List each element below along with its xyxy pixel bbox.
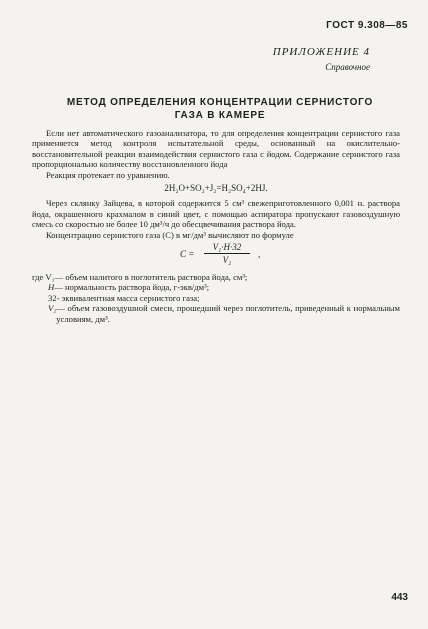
paragraph-procedure: Через склянку Зайцева, в которой содержится 5 см³ свежеприготовленного 0,001 н. раствора йода, окрашенного крахмалом в синий цвет, с помощью аспиратора пропускают газовоздушную смесь со скоростью не более 10 дм³/ч до обесцвечивания раствора йода. [32, 198, 400, 230]
formula-denominator: V₂ [222, 255, 232, 266]
definitions-list [32, 272, 400, 324]
definition-text: — нормальность раствора йода, г-экв/дм³; [54, 282, 210, 293]
reaction-equation: 2H₂O+SO₂+J₂=H₂SO₄+2HJ. [164, 183, 268, 194]
definition-h [32, 282, 400, 292]
definition-32 [32, 293, 400, 303]
paragraph-reaction-intro: Реакция протекает по уравнению. [46, 169, 170, 180]
definition-term: V₂ [48, 303, 57, 314]
definition-term: H [48, 282, 55, 293]
title-line-2: ГАЗА В КАМЕРЕ [174, 110, 266, 121]
definition-term: 32 [48, 292, 57, 303]
formula-numerator: V₁·H·32 [204, 242, 250, 254]
definition-v1 [32, 272, 400, 282]
formula-lhs: C = [180, 249, 195, 260]
definition-v2 [32, 303, 400, 324]
definition-text: — объем налитого в поглотитель раствора йода, см³; [54, 272, 248, 283]
definition-text: - эквивалентная масса сернистого газа; [56, 292, 200, 303]
formula-fraction [204, 242, 250, 266]
formula-tail: , [258, 249, 261, 260]
paragraph-method: Если нет автоматического газоанализатора, то для определения концентрации сернистого газа применяется метод контроля испытательной среды, основанный на окислительно-восстановительной реакции взаимодействия сернистого газа с йодом. Содержание сернистого газа пропорционально количеству восстановленного йода [32, 128, 400, 170]
section-title [40, 96, 400, 122]
concentration-formula [32, 242, 400, 270]
paragraph-concentration: Концентрацию сернистого газа (C) в мг/дм³ вычисляют по формуле [46, 229, 294, 240]
title-line-1: МЕТОД ОПРЕДЕЛЕНИЯ КОНЦЕНТРАЦИИ СЕРНИСТОГО [66, 97, 374, 108]
reference-label: Справочное [325, 62, 370, 72]
page-number: 443 [391, 592, 408, 603]
appendix-label: ПРИЛОЖЕНИЕ 4 [272, 46, 370, 58]
document-body [32, 128, 400, 324]
definition-term: где V₁ [32, 272, 55, 283]
definition-text: — объем газовоздушной смеси, прошедший через поглотитель, приведенный к нормальным условиям, дм³. [56, 303, 400, 324]
standard-number: ГОСТ 9.308—85 [326, 20, 408, 31]
